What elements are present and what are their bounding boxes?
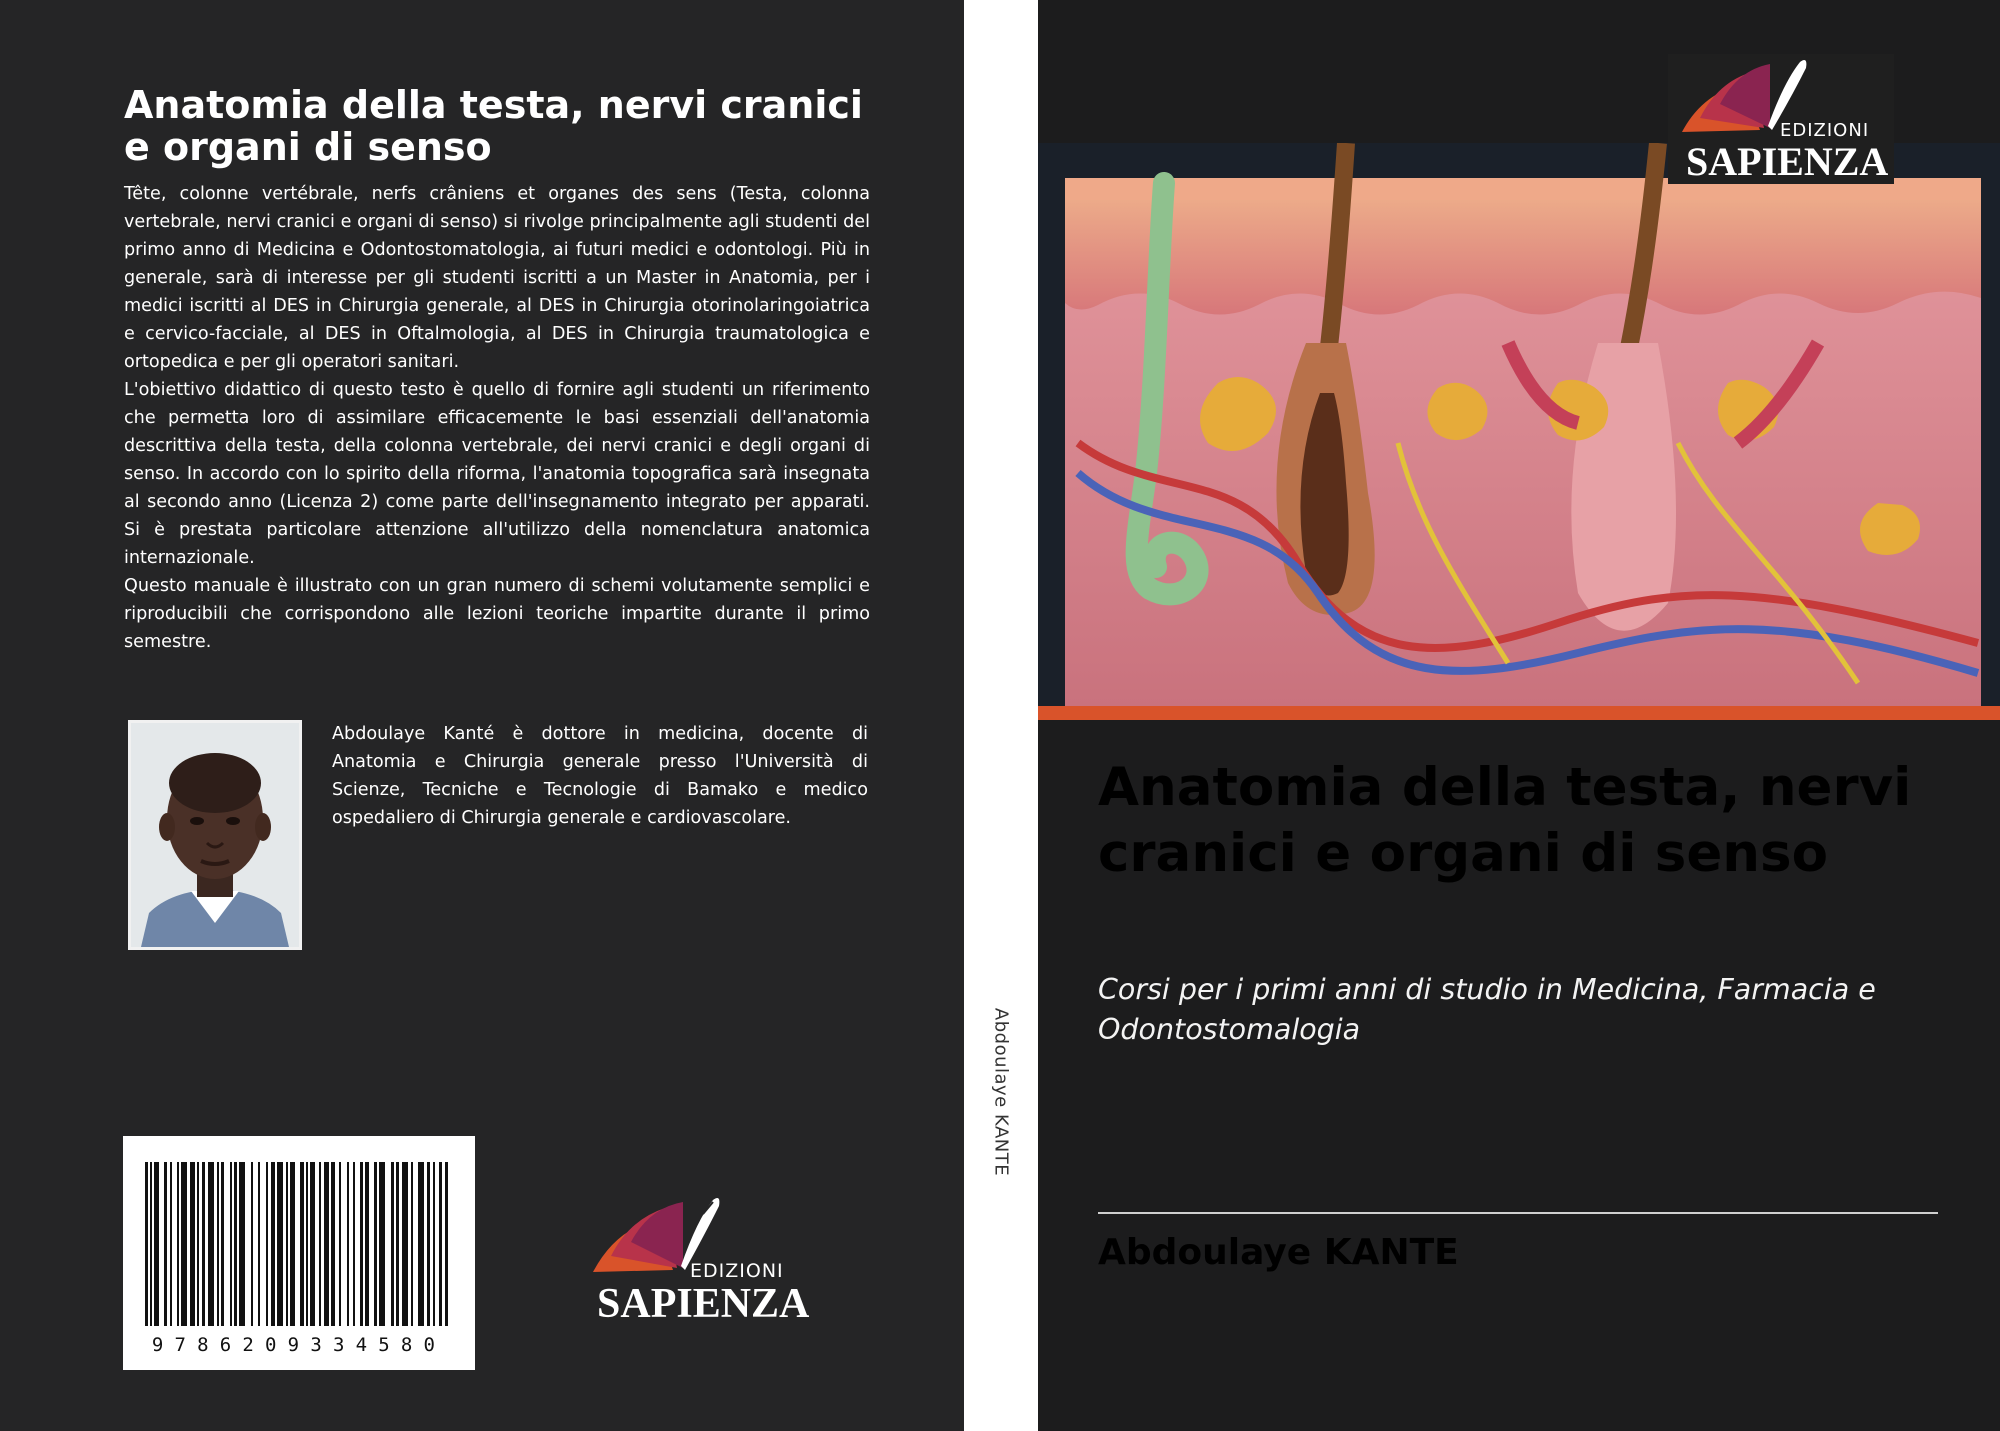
publisher-edizioni: EDIZIONI: [690, 1260, 784, 1282]
spine-author: Abdoulaye KANTE: [990, 1007, 1012, 1177]
back-cover-description: [124, 180, 870, 656]
barcode-bar: [164, 1162, 167, 1326]
barcode-bar: [379, 1162, 385, 1326]
description-paragraph: Tête, colonne vertébrale, nerfs crâniens et organes des sens (Testa, colonna vertebrale, nervi cranici e organi di senso) si rivolge principalmente agli studenti del primo anno di Medicina e Odontostomatologia, ai futuri medici e odontologi. Più in generale, sarà di interesse per gli studenti iscritti a un Master in Anatomia, per i medici iscritti al DES in Chirurgia generale, al DES in Chirurgia otorinolaringoiatrica e cervico-facciale, al DES in Oftalmologia, al DES in Chirurgia traumatologica e ortopedica e per gli operatori sanitari.: [124, 184, 870, 372]
barcode-bar: [197, 1162, 199, 1326]
barcode-bar: [230, 1162, 232, 1326]
barcode-bar: [331, 1162, 335, 1326]
barcode-bar: [433, 1162, 435, 1326]
barcode-bar: [286, 1162, 288, 1326]
publisher-name: SAPIENZA: [597, 1281, 810, 1327]
barcode-bar: [391, 1162, 394, 1326]
description-paragraph: L'obiettivo didattico di questo testo è quello di fornire agli studenti un riferimento che permetta loro di assimilare efficacemente le basi essenziali dell'anatomia descrittiva della testa, della colonna vertebrale, dei nervi cranici e degli organi di senso. In accordo con lo spirito della riforma, l'anatomia topografica sarà insegnata al secondo anno (Licenza 2) come parte dell'insegnamento integrato per apparati. Si è prestata particolare attenzione all'utilizzo della nomenclatura anatomica internazionale.: [124, 380, 870, 568]
barcode-bar: [353, 1162, 355, 1326]
isbn-barcode: [123, 1136, 475, 1370]
barcode-bar: [277, 1162, 283, 1326]
publisher-logo: [585, 1190, 810, 1327]
barcode-bar: [324, 1162, 329, 1326]
barcode-bar: [190, 1162, 195, 1326]
author-bio: Abdoulaye Kanté è dottore in medicina, docente di Anatomia e Chirurgia generale presso l'Università di Scienze, Tecniche e Tecnologie di Bamako e medico ospedaliero di Chirurgia generale e cardiovascolare.: [332, 724, 868, 828]
barcode-bar: [258, 1162, 260, 1326]
publisher-logo-front: [1668, 54, 1894, 184]
barcode-bar: [360, 1162, 363, 1326]
divider: [1098, 1212, 1938, 1214]
barcode-bar: [154, 1162, 159, 1326]
author-portrait-image: [131, 723, 299, 947]
author-photo: [128, 720, 302, 950]
barcode-bar: [347, 1162, 349, 1326]
barcode-bar: [221, 1162, 224, 1326]
isbn-digits: 9786209334580: [151, 1334, 447, 1356]
barcode-bar: [217, 1162, 219, 1326]
barcode-bar: [310, 1162, 315, 1326]
barcode-bar: [290, 1162, 295, 1326]
barcode-bar: [145, 1162, 148, 1326]
back-cover: [0, 0, 964, 1431]
barcode-bar: [202, 1162, 205, 1326]
barcode-bar: [266, 1162, 268, 1326]
barcode-bar: [300, 1162, 304, 1326]
barcode-bar: [239, 1162, 245, 1326]
barcode-bar: [306, 1162, 308, 1326]
front-cover-subtitle: Corsi per i primi anni di studio in Medicina, Farmacia e Odontostomalogia: [1098, 973, 1876, 1046]
publisher-edizioni: EDIZIONI: [1780, 120, 1870, 141]
barcode-bar: [271, 1162, 275, 1326]
barcode-bar: [418, 1162, 424, 1326]
barcode-bar: [396, 1162, 399, 1326]
barcode-bar: [339, 1162, 341, 1326]
barcode-bar: [411, 1162, 413, 1326]
barcode-bar: [319, 1162, 321, 1326]
back-cover-title: Anatomia della testa, nervi cranici e organi di senso: [124, 83, 863, 169]
barcode-bar: [208, 1162, 214, 1326]
barcode-bar: [181, 1162, 187, 1326]
barcode-bar: [445, 1162, 448, 1326]
skin-cross-section-image: [1038, 143, 2000, 720]
barcode-bar: [365, 1162, 369, 1326]
barcode-bar: [177, 1162, 179, 1326]
barcode-bar: [150, 1162, 152, 1326]
barcode-bar: [251, 1162, 253, 1326]
description-paragraph: Questo manuale è illustrato con un gran numero di schemi volutamente semplici e riproducibili che corrispondono alle lezioni teoriche impartite durante il primo semestre.: [124, 576, 870, 652]
front-cover-author: Abdoulaye KANTE: [1098, 1232, 1459, 1273]
barcode-bar: [427, 1162, 430, 1326]
barcode-bar: [374, 1162, 377, 1326]
barcode-bar: [234, 1162, 237, 1326]
publisher-name: SAPIENZA: [1686, 139, 1889, 184]
spine: [964, 0, 1038, 1431]
barcode-bar: [402, 1162, 408, 1326]
skin-anatomy-illustration: [1038, 143, 2000, 720]
front-cover-title: Anatomia della testa, nervi cranici e organi di senso: [1098, 757, 1912, 884]
barcode-bar: [170, 1162, 172, 1326]
barcode-bar: [439, 1162, 442, 1326]
